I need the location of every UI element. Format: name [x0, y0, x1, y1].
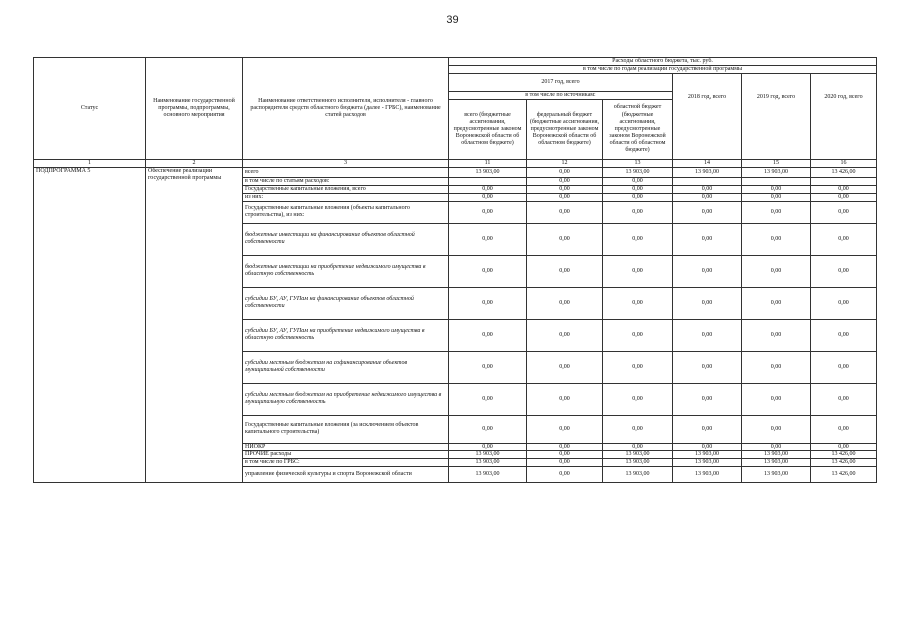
value-cell: 0,00: [527, 459, 603, 467]
value-cell: 0,00: [603, 201, 673, 223]
value-cell: 0,00: [603, 287, 673, 319]
header-by-sources: в том числе по источникам:: [449, 92, 673, 100]
value-cell: 0,00: [742, 443, 811, 451]
value-cell: [673, 177, 742, 185]
value-cell: 13 903,00: [603, 459, 673, 467]
row-label: Государственные капитальные вложения, всего: [243, 185, 449, 193]
value-cell: 0,00: [603, 443, 673, 451]
value-cell: 0,00: [449, 223, 527, 255]
value-cell: 13 903,00: [673, 459, 742, 467]
program-name-cell: Обеспечение реализации государственной программы: [146, 167, 243, 482]
header-col-total: всего (бюджетные ассигнования, предусмотренные законом Воронежской области об областном бюджете): [449, 100, 527, 160]
value-cell: 0,00: [742, 383, 811, 415]
value-cell: 0,00: [811, 255, 877, 287]
table-row: [34, 167, 877, 177]
value-cell: 13 426,00: [811, 451, 877, 459]
value-cell: 0,00: [527, 201, 603, 223]
value-cell: 0,00: [527, 185, 603, 193]
value-cell: 0,00: [603, 351, 673, 383]
value-cell: 13 903,00: [742, 451, 811, 459]
column-number: 3: [243, 160, 449, 168]
value-cell: 13 903,00: [742, 467, 811, 483]
value-cell: [742, 177, 811, 185]
value-cell: 13 903,00: [673, 167, 742, 177]
value-cell: 0,00: [603, 415, 673, 443]
value-cell: 13 903,00: [449, 167, 527, 177]
header-year-2018: 2018 год, всего: [673, 74, 742, 160]
value-cell: 0,00: [673, 287, 742, 319]
value-cell: 0,00: [742, 223, 811, 255]
header-year-2017: 2017 год, всего: [449, 74, 673, 92]
column-number: 12: [527, 160, 603, 168]
value-cell: 0,00: [527, 319, 603, 351]
value-cell: 0,00: [811, 383, 877, 415]
value-cell: 0,00: [811, 443, 877, 451]
value-cell: 0,00: [742, 287, 811, 319]
value-cell: 0,00: [742, 185, 811, 193]
value-cell: 13 903,00: [742, 459, 811, 467]
value-cell: 13 426,00: [811, 167, 877, 177]
row-label: Государственные капитальные вложения (объекты капитального строительства), из них:: [243, 201, 449, 223]
value-cell: 0,00: [811, 201, 877, 223]
value-cell: 0,00: [449, 201, 527, 223]
value-cell: 13 903,00: [603, 467, 673, 483]
value-cell: 0,00: [811, 319, 877, 351]
value-cell: 0,00: [811, 193, 877, 201]
value-cell: 0,00: [449, 319, 527, 351]
row-label: управление физической культуры и спорта Воронежской области: [243, 467, 449, 483]
value-cell: 0,00: [603, 185, 673, 193]
value-cell: 0,00: [527, 223, 603, 255]
row-label: субсидии местным бюджетам на приобретение недвижимого имущества в муниципальную собственность: [243, 383, 449, 415]
value-cell: 0,00: [527, 193, 603, 201]
row-label: субсидии местным бюджетам на софинансирование объектов муниципальной собственности: [243, 351, 449, 383]
value-cell: 0,00: [673, 443, 742, 451]
column-number: 14: [673, 160, 742, 168]
value-cell: 0,00: [449, 443, 527, 451]
value-cell: 0,00: [527, 255, 603, 287]
value-cell: 0,00: [527, 451, 603, 459]
header-name: Наименование государственной программы, подпрограммы, основного мероприятия: [146, 58, 243, 160]
value-cell: 0,00: [811, 287, 877, 319]
header-year-2020: 2020 год, всего: [811, 74, 877, 160]
value-cell: 0,00: [527, 443, 603, 451]
value-cell: 0,00: [449, 185, 527, 193]
value-cell: 0,00: [742, 201, 811, 223]
value-cell: 0,00: [811, 351, 877, 383]
header-status: Статус: [34, 58, 146, 160]
value-cell: 0,00: [673, 415, 742, 443]
value-cell: 0,00: [742, 193, 811, 201]
value-cell: 13 903,00: [449, 459, 527, 467]
value-cell: 0,00: [811, 223, 877, 255]
header-col-regional: областной бюджет (бюджетные ассигнования, предусмотренные законом Воронежской области об областном бюджете): [603, 100, 673, 160]
value-cell: 0,00: [742, 351, 811, 383]
value-cell: 0,00: [449, 351, 527, 383]
value-cell: 13 903,00: [742, 167, 811, 177]
value-cell: 0,00: [449, 255, 527, 287]
value-cell: 0,00: [742, 319, 811, 351]
budget-table: [33, 57, 877, 483]
row-label: бюджетные инвестиции на финансирование объектов областной собственности: [243, 223, 449, 255]
header-by-years: в том числе по годам реализации государственной программы: [449, 66, 877, 74]
value-cell: 0,00: [527, 177, 603, 185]
row-label: НИОКР: [243, 443, 449, 451]
column-numbers-row: [34, 160, 877, 168]
row-label: всего: [243, 167, 449, 177]
value-cell: 0,00: [527, 351, 603, 383]
row-label: ПРОЧИЕ расходы: [243, 451, 449, 459]
value-cell: 13 426,00: [811, 459, 877, 467]
status-cell: ПОДПРОГРАММА 5: [34, 167, 146, 482]
value-cell: 0,00: [603, 193, 673, 201]
value-cell: 0,00: [603, 383, 673, 415]
header-expenses: Расходы областного бюджета, тыс. руб.: [449, 58, 877, 66]
value-cell: 0,00: [527, 415, 603, 443]
value-cell: 13 903,00: [603, 451, 673, 459]
value-cell: 0,00: [673, 255, 742, 287]
column-number: 13: [603, 160, 673, 168]
value-cell: 0,00: [603, 255, 673, 287]
value-cell: 0,00: [742, 255, 811, 287]
value-cell: 0,00: [673, 351, 742, 383]
value-cell: 13 903,00: [673, 451, 742, 459]
value-cell: 0,00: [449, 383, 527, 415]
row-label: субсидии БУ, АУ, ГУПам на финансирование объектов областной собственности: [243, 287, 449, 319]
value-cell: 13 903,00: [449, 451, 527, 459]
value-cell: 0,00: [673, 223, 742, 255]
column-number: 1: [34, 160, 146, 168]
column-number: 15: [742, 160, 811, 168]
value-cell: 0,00: [673, 383, 742, 415]
value-cell: 13 903,00: [673, 467, 742, 483]
row-label: в том числе по статьям расходов:: [243, 177, 449, 185]
column-number: 11: [449, 160, 527, 168]
value-cell: 0,00: [673, 201, 742, 223]
value-cell: 0,00: [742, 415, 811, 443]
value-cell: 0,00: [527, 383, 603, 415]
value-cell: 0,00: [449, 287, 527, 319]
value-cell: 13 426,00: [811, 467, 877, 483]
header-executor: Наименование ответственного исполнителя, исполнителя - главного распорядителя средств областного бюджета (далее - ГРБС), наименование статей расходов: [243, 58, 449, 160]
value-cell: 0,00: [449, 415, 527, 443]
value-cell: 0,00: [811, 185, 877, 193]
column-number: 2: [146, 160, 243, 168]
column-number: 16: [811, 160, 877, 168]
value-cell: 0,00: [603, 319, 673, 351]
value-cell: 0,00: [603, 223, 673, 255]
row-label: бюджетные инвестиции на приобретение недвижимого имущества в областную собственность: [243, 255, 449, 287]
value-cell: 0,00: [449, 193, 527, 201]
value-cell: 0,00: [527, 287, 603, 319]
header-year-2019: 2019 год, всего: [742, 74, 811, 160]
row-label: в том числе по ГРБС:: [243, 459, 449, 467]
value-cell: 0,00: [673, 193, 742, 201]
row-label: Государственные капитальные вложения (за исключением объектов капитального строительства): [243, 415, 449, 443]
value-cell: 13 903,00: [603, 167, 673, 177]
row-label: субсидии БУ, АУ, ГУПам на приобретение недвижимого имущества в областную собственность: [243, 319, 449, 351]
header-col-federal: федеральный бюджет (бюджетные ассигнования, предусмотренные законом Воронежской области об областном бюджете): [527, 100, 603, 160]
value-cell: 0,00: [527, 467, 603, 483]
value-cell: 0,00: [603, 177, 673, 185]
page-number: 39: [446, 14, 459, 26]
value-cell: 0,00: [673, 185, 742, 193]
value-cell: 0,00: [527, 167, 603, 177]
value-cell: [449, 177, 527, 185]
value-cell: [811, 177, 877, 185]
value-cell: 0,00: [811, 415, 877, 443]
row-label: из них:: [243, 193, 449, 201]
value-cell: 0,00: [673, 319, 742, 351]
value-cell: 13 903,00: [449, 467, 527, 483]
